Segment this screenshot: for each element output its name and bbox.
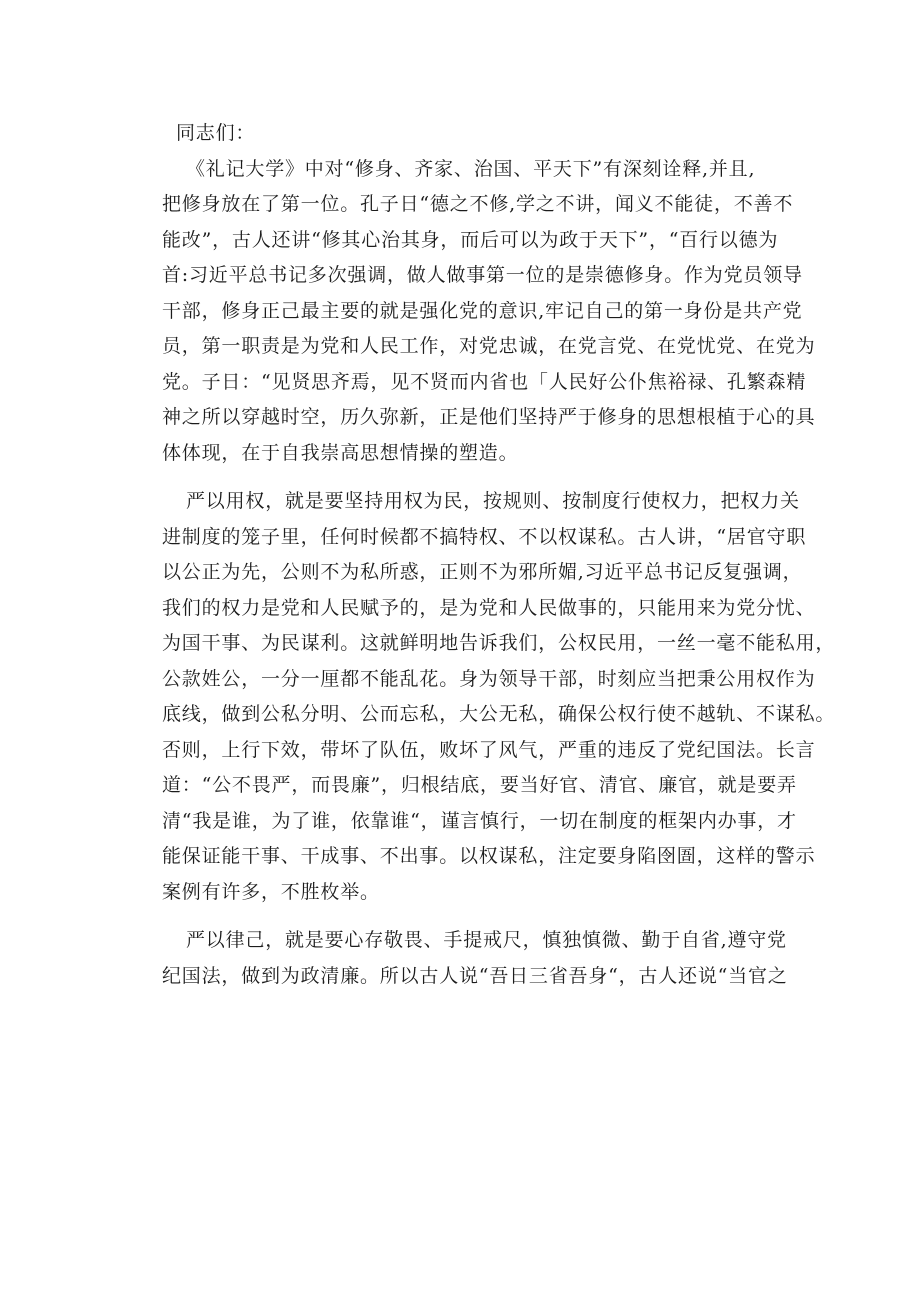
text-line: 为国干事、为民谋利。这就鲜明地告诉我们，公权民用，一丝一毫不能私用， <box>162 632 836 654</box>
text-line: 体体现，在于自我崇高思想情操的塑造。 <box>162 441 519 464</box>
paragraph-use-of-power <box>162 484 836 910</box>
text-line: 底线，做到公私分明、公而忘私，大公无私，确保公权行使不越轨、不谋私。 <box>162 703 836 725</box>
text-line: 干部，修身正己最主要的就是强化党的意识,牢记自己的第一身份是共产党 <box>162 299 803 322</box>
paragraph-self-cultivation <box>162 152 816 472</box>
paragraph-self-discipline <box>162 923 798 994</box>
text-line: 党。子日：“见贤思齐焉，见不贤而内省也「人民好公仆焦裕禄、孔繁森精 <box>162 370 807 393</box>
text-line: 我们的权力是党和人民赋予的，是为党和人民做事的，只能用来为党分忧、 <box>162 596 816 619</box>
text-line: 《礼记大学》中对“修身、齐家、治国、平天下”有深刻诠释,并且, <box>186 157 756 180</box>
text-line: 进制度的笼子里，任何时候都不搞特权、不以权谋私。古人讲，“居官守职 <box>162 525 807 548</box>
text-line: 道：“公不畏严，而畏廉”，归根结底，要当好官、清官、廉官，就是要弄 <box>162 774 797 796</box>
text-line: 纪国法，做到为政清廉。所以古人说“吾日三省吾身“，古人还说“当官之 <box>162 964 788 987</box>
text-line: 把修身放在了第一位。孔子日“德之不修,学之不讲，闻义不能徒，不善不 <box>162 193 794 215</box>
text-line: 员，第一职责是为党和人民工作，对党忠诚，在党言党、在党忧党、在党为 <box>162 335 816 357</box>
text-line: 以公正为先，公则不为私所惑，正则不为邪所媚,习近平总书记反复强调， <box>162 561 803 583</box>
text-line: 能改”，古人还讲“修其心治其身，而后可以为政于天下”，“百行以德为 <box>162 228 779 251</box>
text-line: 公款姓公，一分一厘都不能乱花。身为领导干部，时刻应当把秉公用权作为 <box>162 667 816 690</box>
text-line: 首:习近平总书记多次强调，做人做事第一位的是崇德修身。作为党员领导 <box>162 264 803 286</box>
text-line: 严以律己，就是要心存敬畏、手提戒尺，慎独慎微、勤于自省,遵守党 <box>186 929 787 951</box>
text-line: 严以用权，就是要坚持用权为民，按规则、按制度行使权力，把权力关 <box>186 490 800 512</box>
text-line: 能保证能干事、干成事、不出事。以权谋私，注定要身陷囹圄，这样的警示 <box>162 845 816 867</box>
text-line: 神之所以穿越时空，历久弥新，正是他们坚持严于修身的思想根植于心的具 <box>162 406 816 428</box>
text-line: 否则，上行下效，带坏了队伍，败坏了风气，严重的违反了党纪国法。长言 <box>162 738 816 761</box>
text-line: 清“我是谁，为了谁，依靠谁“，谨言慎行，一切在制度的框架内办事，才 <box>162 809 797 832</box>
text-line: 案例有许多，不胜枚举。 <box>162 880 380 903</box>
salutation: 同志们： <box>176 122 256 144</box>
document-body <box>162 116 836 1007</box>
